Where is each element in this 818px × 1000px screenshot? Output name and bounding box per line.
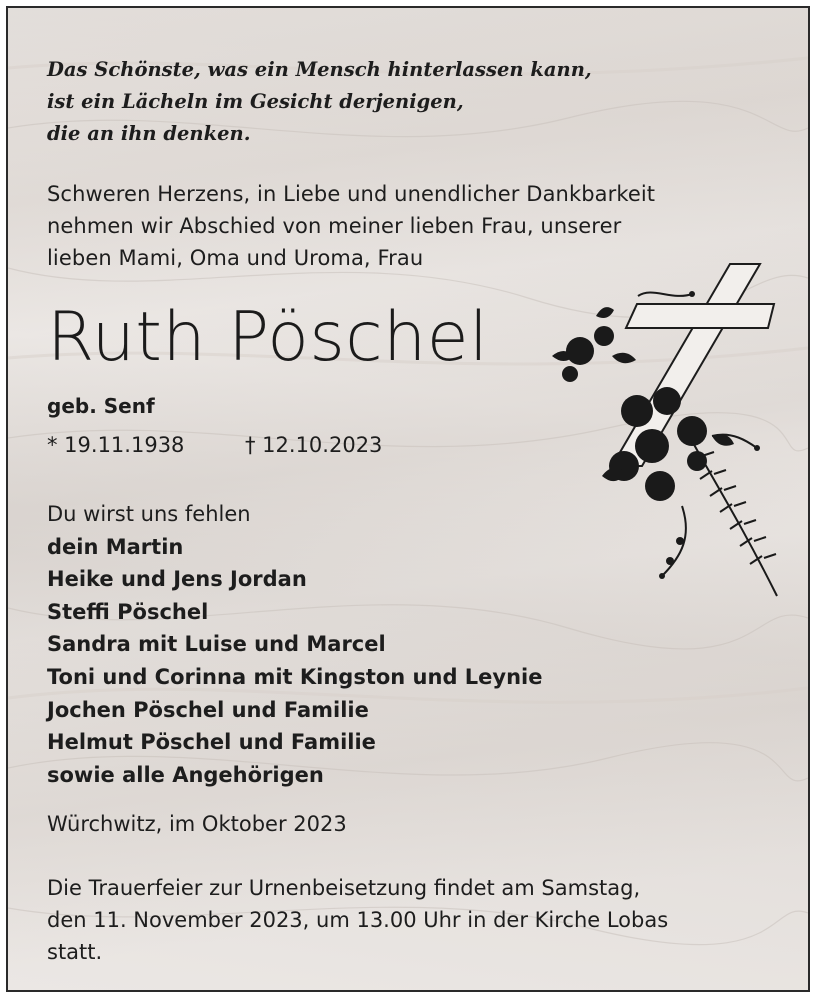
service-line: Die Trauerfeier zur Urnenbeisetzung findet am Samstag, (47, 876, 641, 900)
mourner-name: Jochen Pöschel und Familie (47, 697, 369, 722)
mourner-name: Toni und Corinna mit Kingston und Leynie (47, 664, 543, 689)
service-line: den 11. November 2023, um 13.00 Uhr in der Kirche Lobas (47, 908, 669, 932)
birth-name: geb. Senf (47, 394, 155, 418)
cross-with-roses-icon (542, 256, 782, 606)
mourner-name: dein Martin (47, 534, 184, 559)
deceased-name: Ruth Pöschel (47, 298, 489, 377)
obituary-card (6, 6, 810, 992)
birth-date: * 19.11.1938 (47, 433, 185, 457)
service-line: statt. (47, 940, 103, 964)
death-date: † 12.10.2023 (245, 433, 383, 457)
intro-line: Schweren Herzens, in Liebe und unendlicher Dankbarkeit (47, 182, 656, 206)
place-date: Würchwitz, im Oktober 2023 (47, 812, 347, 836)
mourner-name: Sandra mit Luise und Marcel (47, 632, 386, 657)
mourners-list (47, 498, 543, 791)
quote-line: die an ihn denken. (47, 122, 251, 145)
mourner-name: Steffi Pöschel (47, 599, 209, 624)
quote-line: Das Schönste, was ein Mensch hinterlassen kann, (47, 58, 592, 81)
mourner-name: sowie alle Angehörigen (47, 762, 324, 787)
funeral-service-notice (47, 872, 668, 968)
mourner-name: Heike und Jens Jordan (47, 567, 307, 592)
mourner-name: Helmut Pöschel und Familie (47, 730, 376, 755)
memorial-quote (47, 54, 592, 150)
intro-line: nehmen wir Abschied von meiner lieben Frau, unserer (47, 214, 622, 238)
mourners-intro: Du wirst uns fehlen (47, 502, 251, 526)
life-dates (47, 433, 382, 457)
intro-line: lieben Mami, Oma und Uroma, Frau (47, 246, 424, 270)
quote-line: ist ein Lächeln im Gesicht derjenigen, (47, 90, 464, 113)
